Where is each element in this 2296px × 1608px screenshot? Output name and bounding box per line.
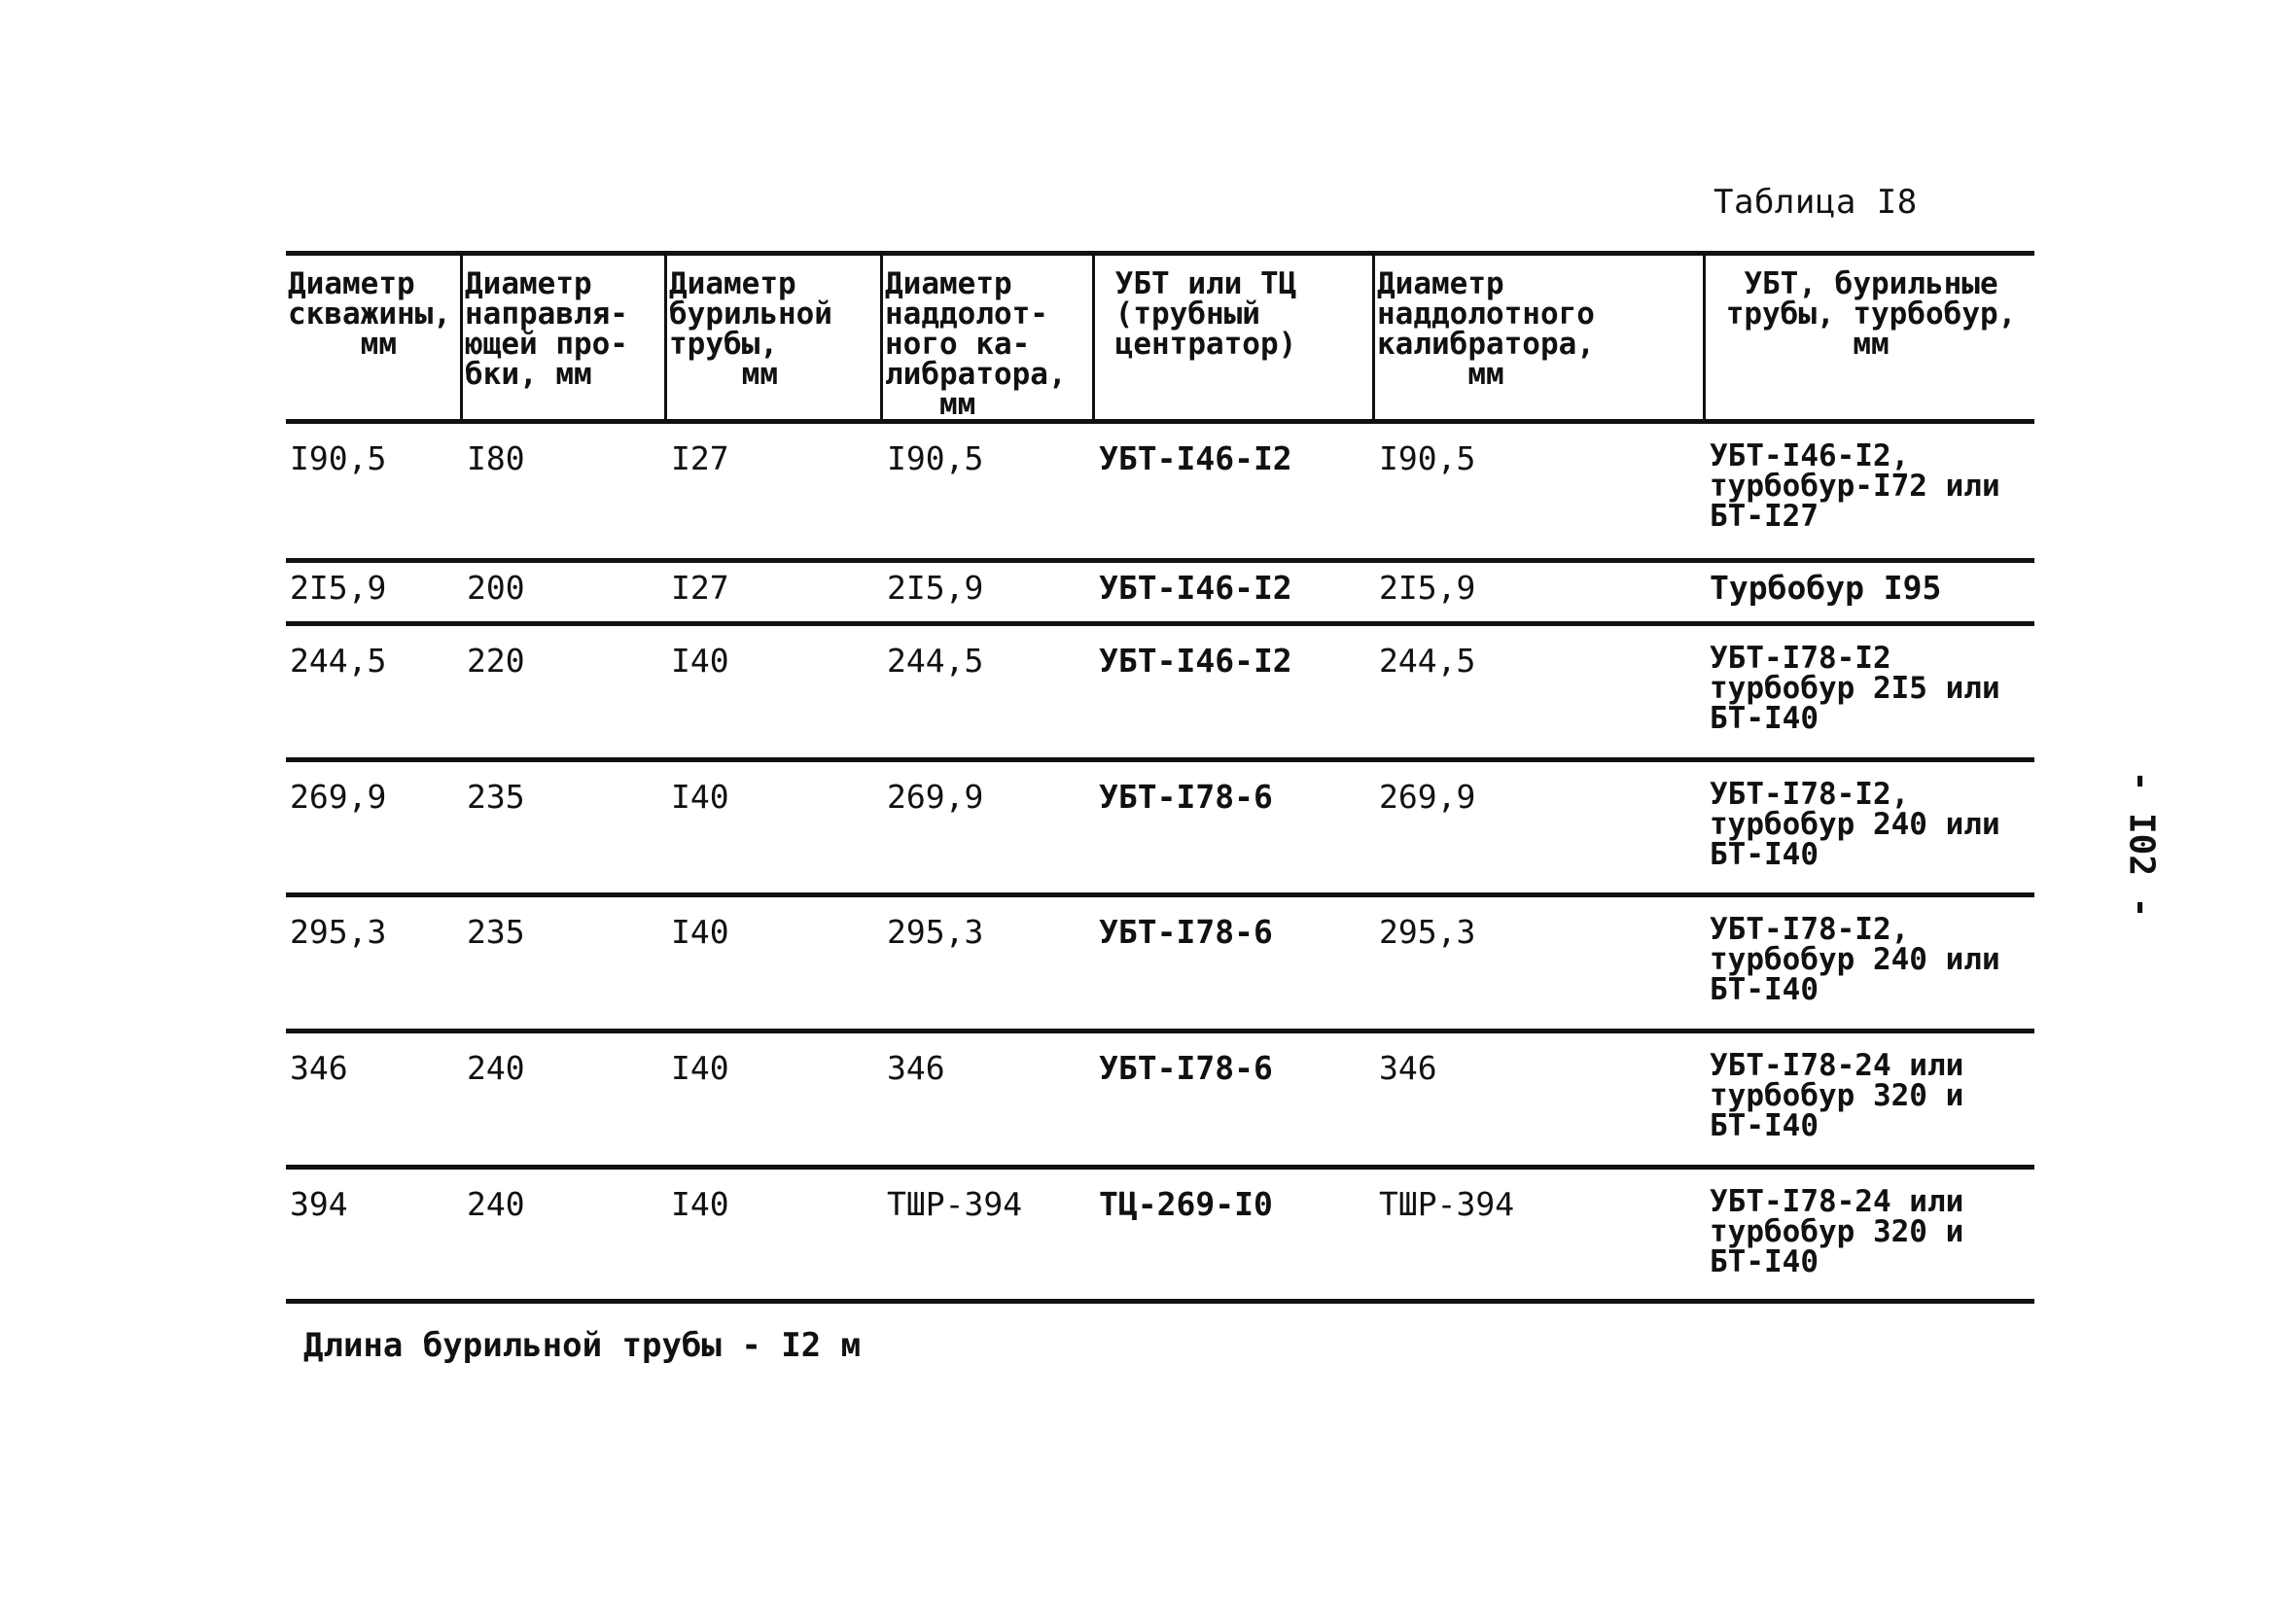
cell-ubt-turbodrill: УБТ-I46-I2, турбобур-I72 или БТ-I27 <box>1710 438 2000 534</box>
cell-guide-plug-diameter: 235 <box>467 913 525 951</box>
header-borehole-diameter: Диаметр скважины, мм <box>286 256 463 419</box>
cell-calibrator-diameter-2: 346 <box>1379 1049 1437 1087</box>
cell-borehole-diameter: 295,3 <box>290 913 387 951</box>
page-number: - I02 - <box>2121 770 2162 919</box>
cell-ubt-or-tc: УБТ-I78-6 <box>1099 778 1273 816</box>
table-row <box>286 626 2034 762</box>
table-footnote: Длина бурильной трубы - I2 м <box>303 1326 862 1365</box>
cell-calibrator-diameter-2: 2I5,9 <box>1379 569 1476 607</box>
table-row <box>286 424 2034 563</box>
cell-drill-pipe-diameter: I40 <box>671 1049 729 1087</box>
cell-calibrator-diameter: 346 <box>887 1049 945 1087</box>
cell-ubt-or-tc: УБТ-I78-6 <box>1099 1049 1273 1087</box>
cell-ubt-turbodrill: УБТ-I78-I2, турбобур 240 или БТ-I40 <box>1710 912 2000 1007</box>
cell-ubt-or-tc: УБТ-I46-I2 <box>1099 439 1292 477</box>
header-drill-pipe-diameter: Диаметр бурильной трубы, мм <box>667 256 883 419</box>
cell-drill-pipe-diameter: I40 <box>671 642 729 680</box>
header-near-bit-calibrator-diameter: Диаметр наддолот- ного ка- либратора, мм <box>883 256 1095 419</box>
cell-guide-plug-diameter: 200 <box>467 569 525 607</box>
table-header-row <box>286 251 2034 424</box>
table-row <box>286 897 2034 1033</box>
cell-calibrator-diameter: 2I5,9 <box>887 569 984 607</box>
cell-borehole-diameter: 2I5,9 <box>290 569 387 607</box>
cell-ubt-or-tc: УБТ-I46-I2 <box>1099 569 1292 607</box>
cell-ubt-or-tc: УБТ-I78-6 <box>1099 913 1273 951</box>
cell-borehole-diameter: I90,5 <box>290 439 387 477</box>
cell-borehole-diameter: 269,9 <box>290 778 387 816</box>
cell-ubt-turbodrill: УБТ-I78-24 или турбобур 320 и БТ-I40 <box>1710 1184 1964 1279</box>
cell-guide-plug-diameter: I80 <box>467 439 525 477</box>
cell-guide-plug-diameter: 235 <box>467 778 525 816</box>
cell-drill-pipe-diameter: I40 <box>671 778 729 816</box>
cell-calibrator-diameter-2: ТШР-394 <box>1379 1185 1515 1223</box>
cell-drill-pipe-diameter: I40 <box>671 1185 729 1223</box>
cell-drill-pipe-diameter: I27 <box>671 439 729 477</box>
table-row <box>286 563 2034 626</box>
cell-ubt-turbodrill: УБТ-I78-24 или турбобур 320 и БТ-I40 <box>1710 1048 1964 1143</box>
table-title: Таблица I8 <box>1713 183 1918 222</box>
cell-calibrator-diameter: ТШР-394 <box>887 1185 1023 1223</box>
cell-guide-plug-diameter: 240 <box>467 1185 525 1223</box>
cell-calibrator-diameter-2: 269,9 <box>1379 778 1476 816</box>
cell-calibrator-diameter-2: 244,5 <box>1379 642 1476 680</box>
data-table <box>286 251 2034 1304</box>
cell-calibrator-diameter: 269,9 <box>887 778 984 816</box>
header-ubt-drill-pipes-turbodrill: УБТ, бурильные трубы, турбобур, мм <box>1725 266 2017 362</box>
cell-calibrator-diameter: 295,3 <box>887 913 984 951</box>
table-row <box>286 1033 2034 1170</box>
cell-drill-pipe-diameter: I27 <box>671 569 729 607</box>
header-guide-plug-diameter: Диаметр направля- ющей про- бки, мм <box>463 256 667 419</box>
cell-ubt-or-tc: ТЦ-269-I0 <box>1099 1185 1273 1223</box>
cell-guide-plug-diameter: 240 <box>467 1049 525 1087</box>
cell-ubt-turbodrill: Турбобур I95 <box>1710 569 1942 607</box>
cell-guide-plug-diameter: 220 <box>467 642 525 680</box>
cell-calibrator-diameter: I90,5 <box>887 439 984 477</box>
cell-calibrator-diameter: 244,5 <box>887 642 984 680</box>
cell-ubt-turbodrill: УБТ-I78-I2, турбобур 240 или БТ-I40 <box>1710 777 2000 872</box>
header-near-bit-calibrator-diameter-2: Диаметр наддолотного калибратора, мм <box>1375 256 1706 419</box>
cell-calibrator-diameter-2: I90,5 <box>1379 439 1476 477</box>
cell-borehole-diameter: 346 <box>290 1049 348 1087</box>
cell-borehole-diameter: 394 <box>290 1185 348 1223</box>
table-row <box>286 762 2034 897</box>
cell-borehole-diameter: 244,5 <box>290 642 387 680</box>
cell-calibrator-diameter-2: 295,3 <box>1379 913 1476 951</box>
table-row <box>286 1170 2034 1304</box>
cell-ubt-or-tc: УБТ-I46-I2 <box>1099 642 1292 680</box>
cell-ubt-turbodrill: УБТ-I78-I2 турбобур 2I5 или БТ-I40 <box>1710 641 2000 736</box>
cell-drill-pipe-diameter: I40 <box>671 913 729 951</box>
header-ubt-or-tc: УБТ или ТЦ (трубный центратор) <box>1095 256 1375 419</box>
